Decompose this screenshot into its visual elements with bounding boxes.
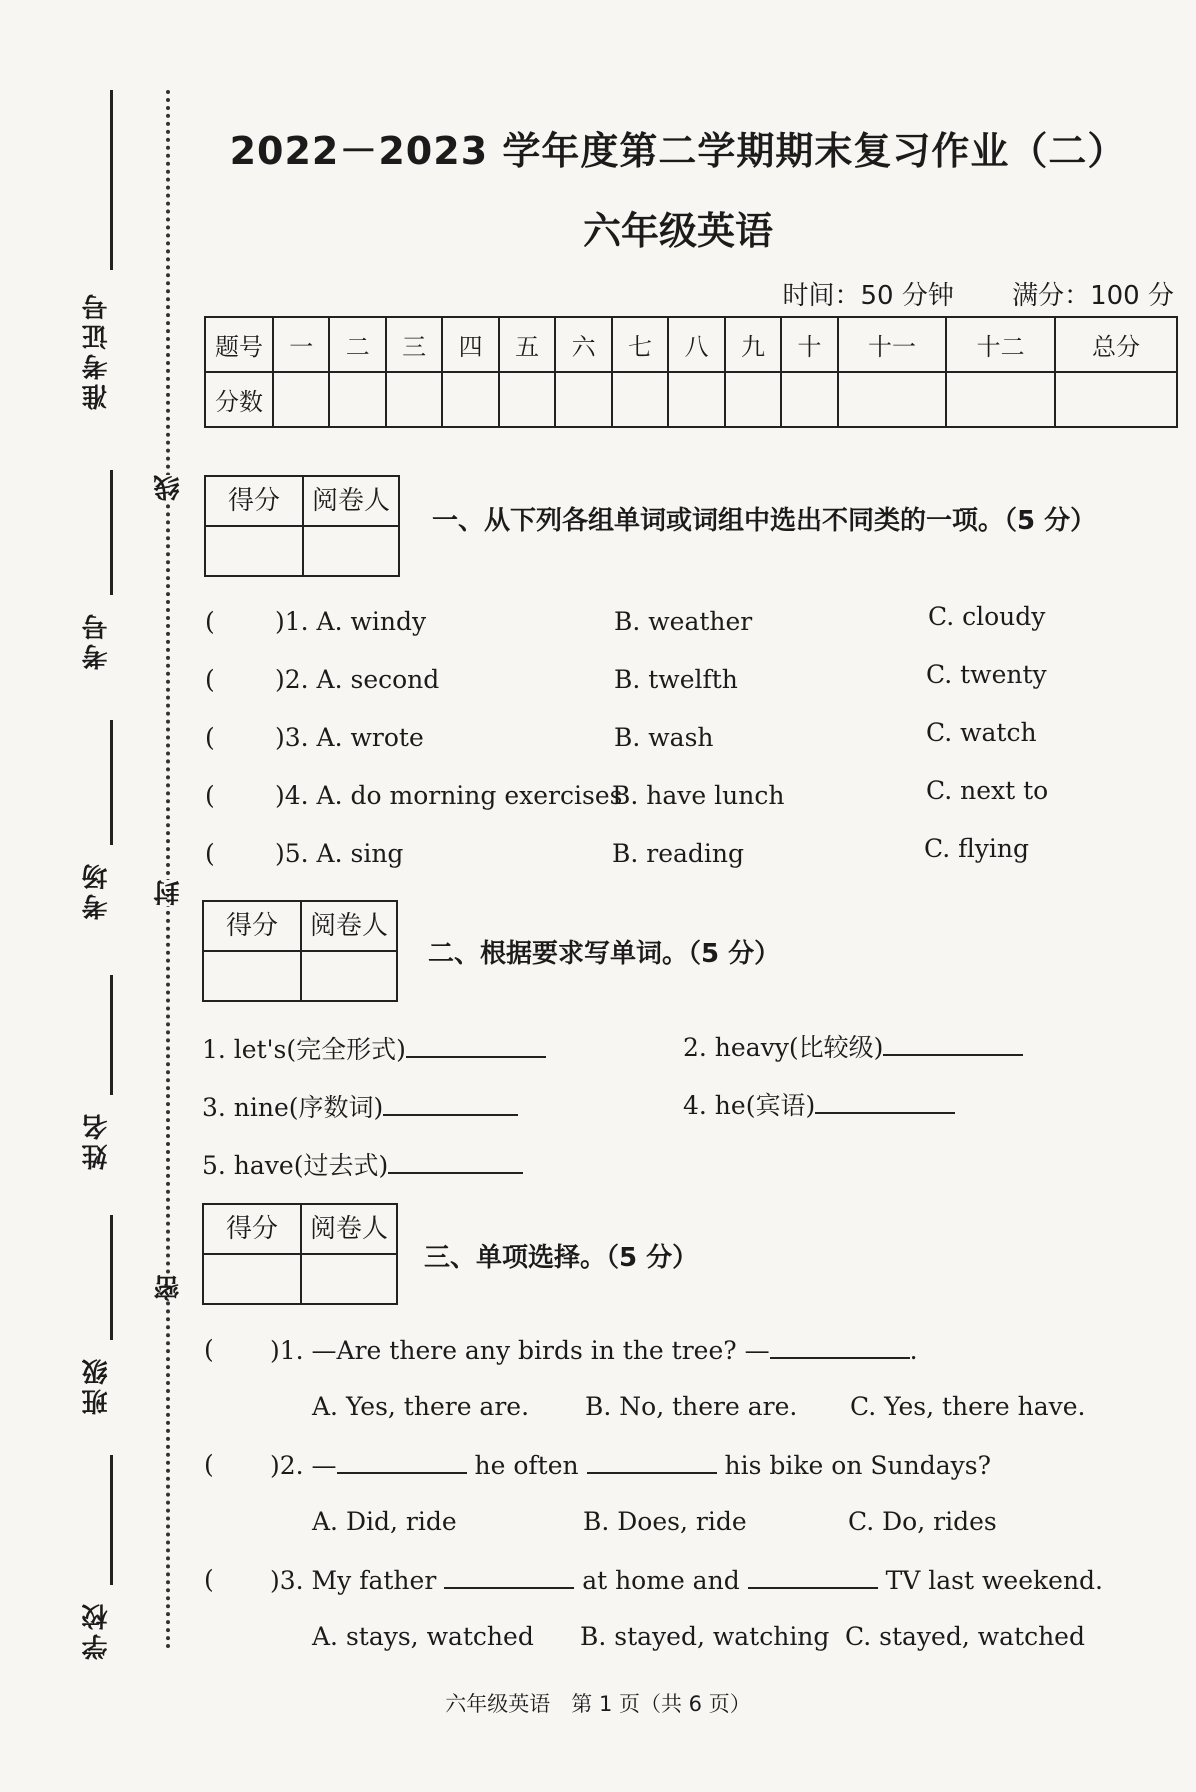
grade-box-3 xyxy=(202,1203,398,1305)
answer-blank[interactable] xyxy=(388,1150,523,1174)
score-col: 一 xyxy=(273,317,329,372)
grade-box-reviewer-label: 阅卷人 xyxy=(311,486,390,516)
score-table xyxy=(204,316,1178,428)
score-col: 三 xyxy=(386,317,442,372)
s1-q5-b: B. reading xyxy=(612,839,745,868)
answer-paren[interactable]: ( xyxy=(205,723,215,752)
answer-paren[interactable]: ( xyxy=(204,1565,214,1594)
s3-q1-a: A. Yes, there are. xyxy=(312,1392,530,1421)
class-label: 班级 xyxy=(82,1355,112,1415)
answer-blank[interactable] xyxy=(337,1450,467,1474)
score-col: 十二 xyxy=(946,317,1055,372)
class-line xyxy=(110,1215,113,1340)
score-table-value-row xyxy=(205,372,1177,427)
s3-q2-mid: he often xyxy=(474,1451,579,1480)
seal-mi: 密 xyxy=(150,1275,184,1301)
s1-q5-c: C. flying xyxy=(924,834,1030,863)
seat-number-line xyxy=(110,470,113,595)
page-footer: 六年级英语 第 1 页（共 6 页） xyxy=(445,1692,751,1716)
answer-paren[interactable]: ( xyxy=(205,781,215,810)
s2-q3-text: 3. nine(序数词) xyxy=(202,1093,384,1122)
school-line xyxy=(110,1455,113,1585)
answer-blank[interactable] xyxy=(883,1032,1023,1056)
s3-q2-a: A. Did, ride xyxy=(312,1507,457,1536)
section3-heading: 三、单项选择。（5 分） xyxy=(424,1243,699,1273)
s1-q5: )5. A. sing xyxy=(275,839,404,868)
score-col: 四 xyxy=(442,317,498,372)
page-subtitle: 六年级英语 xyxy=(582,209,773,253)
grade-box-reviewer-label: 阅卷人 xyxy=(309,911,388,941)
seal-xian: 线 xyxy=(150,475,184,501)
s3-q1-end: . xyxy=(909,1336,918,1365)
s2-q1 xyxy=(202,1030,546,1066)
s2-q3 xyxy=(202,1088,518,1124)
s1-q3-c: C. watch xyxy=(926,718,1037,747)
seal-dotted-line xyxy=(166,90,170,1650)
s1-q3-b: B. wash xyxy=(614,723,714,752)
time-limit: 时间：50 分钟 xyxy=(782,281,954,311)
s3-q3 xyxy=(270,1565,1103,1595)
s3-q3-c: C. stayed, watched xyxy=(845,1622,1085,1651)
s1-q1: )1. A. windy xyxy=(275,607,427,636)
grade-box-score-label: 得分 xyxy=(204,1205,302,1253)
s2-q4 xyxy=(683,1086,955,1122)
answer-paren[interactable]: ( xyxy=(205,665,215,694)
s3-q1-c: C. Yes, there have. xyxy=(850,1392,1086,1421)
s2-q4-text: 4. he(宾语) xyxy=(683,1091,816,1120)
score-cell[interactable] xyxy=(386,372,442,427)
answer-blank[interactable] xyxy=(383,1092,518,1116)
score-col: 八 xyxy=(668,317,724,372)
s3-q3-end: TV last weekend. xyxy=(885,1566,1103,1595)
score-table-row-label: 分数 xyxy=(205,372,273,427)
s2-q2 xyxy=(683,1028,1023,1064)
score-cell[interactable] xyxy=(838,372,947,427)
school-label: 学校 xyxy=(82,1600,112,1660)
s3-q2-b: B. Does, ride xyxy=(583,1507,747,1536)
score-col: 二 xyxy=(329,317,385,372)
s3-q1 xyxy=(270,1335,918,1365)
s1-q1-b: B. weather xyxy=(614,607,753,636)
s3-q2 xyxy=(270,1450,991,1480)
grade-box-1 xyxy=(204,475,400,577)
s1-q3: )3. A. wrote xyxy=(275,723,424,752)
answer-blank[interactable] xyxy=(770,1335,910,1359)
s3-q1-b: B. No, there are. xyxy=(585,1392,798,1421)
s2-q2-text: 2. heavy(比较级) xyxy=(683,1033,884,1062)
answer-blank[interactable] xyxy=(406,1034,546,1058)
seal-feng: 封 xyxy=(150,880,184,906)
exam-number-line xyxy=(110,90,113,270)
page-title: 2022－2023 学年度第二学期期末复习作业（二） xyxy=(229,129,1127,173)
score-cell[interactable] xyxy=(668,372,724,427)
answer-blank[interactable] xyxy=(587,1450,717,1474)
score-cell[interactable] xyxy=(442,372,498,427)
answer-blank[interactable] xyxy=(748,1565,878,1589)
grade-box-reviewer-label: 阅卷人 xyxy=(309,1214,388,1244)
grade-box-score-label: 得分 xyxy=(204,902,302,950)
score-cell[interactable] xyxy=(612,372,668,427)
s1-q4-c: C. next to xyxy=(926,776,1049,805)
answer-paren[interactable]: ( xyxy=(204,1335,214,1364)
s1-q4-b: B. have lunch xyxy=(612,781,785,810)
answer-paren[interactable]: ( xyxy=(205,607,215,636)
s3-q3-a: A. stays, watched xyxy=(312,1622,534,1651)
score-col: 十 xyxy=(781,317,837,372)
answer-blank[interactable] xyxy=(444,1565,574,1589)
s1-q4: )4. A. do morning exercises xyxy=(275,781,623,810)
score-table-header-row xyxy=(205,317,1177,372)
grade-box-2 xyxy=(202,900,398,1002)
s3-q3-stem: )3. My father xyxy=(270,1566,437,1595)
s3-q2-stem: )2. — xyxy=(270,1451,337,1480)
s3-q2-c: C. Do, rides xyxy=(848,1507,997,1536)
score-col-total: 总分 xyxy=(1055,317,1177,372)
score-cell[interactable] xyxy=(273,372,329,427)
room-line xyxy=(110,720,113,845)
score-cell[interactable] xyxy=(499,372,555,427)
section1-heading: 一、从下列各组单词或词组中选出不同类的一项。（5 分） xyxy=(432,506,1097,536)
section2-heading: 二、根据要求写单词。（5 分） xyxy=(428,939,781,969)
s2-q1-text: 1. let's(完全形式) xyxy=(202,1035,406,1064)
score-cell[interactable] xyxy=(1055,372,1177,427)
grade-box-score-label: 得分 xyxy=(206,477,304,525)
full-score: 满分：100 分 xyxy=(1012,281,1174,311)
name-label: 姓名 xyxy=(82,1110,112,1170)
score-cell[interactable] xyxy=(329,372,385,427)
score-col: 九 xyxy=(725,317,781,372)
s1-q2: )2. A. second xyxy=(275,665,440,694)
score-col: 六 xyxy=(555,317,611,372)
name-line xyxy=(110,975,113,1095)
seat-number-label: 考号 xyxy=(82,610,112,670)
s2-q5-text: 5. have(过去式) xyxy=(202,1151,389,1180)
score-col: 十一 xyxy=(838,317,947,372)
s1-q1-c: C. cloudy xyxy=(928,602,1046,631)
s1-q2-b: B. twelfth xyxy=(614,665,738,694)
score-col: 七 xyxy=(612,317,668,372)
answer-paren[interactable]: ( xyxy=(204,1450,214,1479)
s1-q2-c: C. twenty xyxy=(926,660,1047,689)
s3-q3-mid: at home and xyxy=(582,1566,740,1595)
score-col: 五 xyxy=(499,317,555,372)
exam-number-label: 准考证号 xyxy=(82,290,112,410)
score-cell[interactable] xyxy=(781,372,837,427)
s3-q2-end: his bike on Sundays? xyxy=(724,1451,991,1480)
s3-q3-b: B. stayed, watching xyxy=(580,1622,830,1651)
s2-q5 xyxy=(202,1146,523,1182)
room-label: 考场 xyxy=(82,860,112,920)
score-table-row-label: 题号 xyxy=(205,317,273,372)
score-cell[interactable] xyxy=(725,372,781,427)
exam-meta xyxy=(732,275,1174,312)
score-cell[interactable] xyxy=(555,372,611,427)
answer-paren[interactable]: ( xyxy=(205,839,215,868)
s3-q1-stem: )1. —Are there any birds in the tree? — xyxy=(270,1336,770,1365)
answer-blank[interactable] xyxy=(815,1090,955,1114)
score-cell[interactable] xyxy=(946,372,1055,427)
